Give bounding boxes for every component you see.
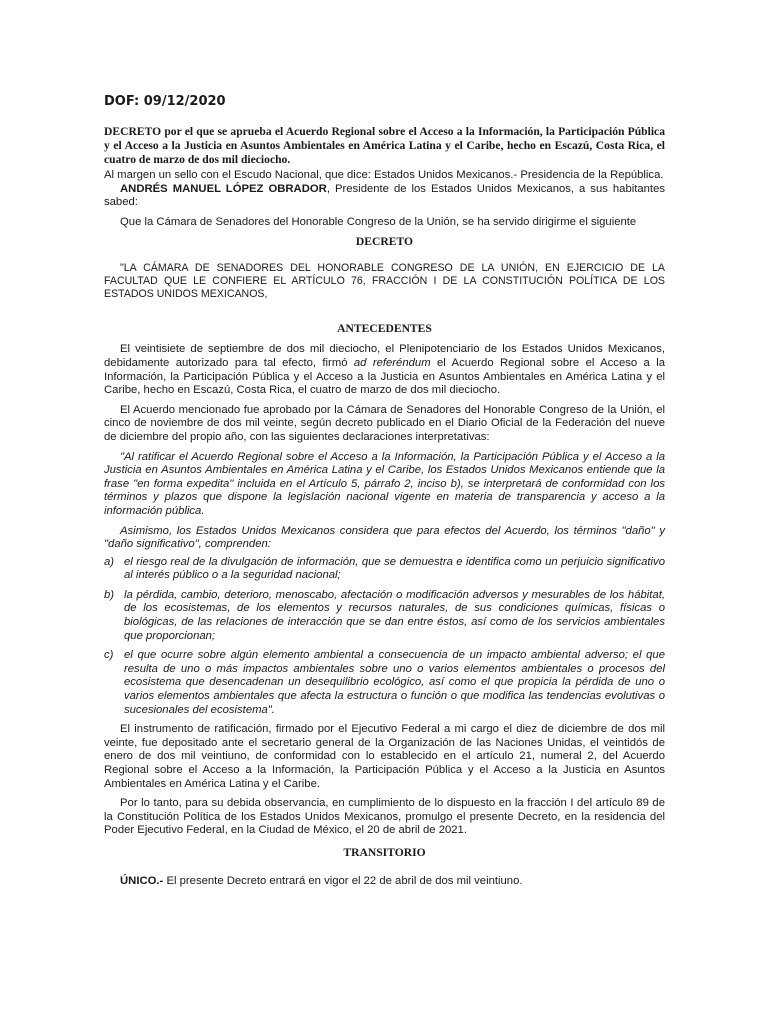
antecedentes-paragraph-4: Por lo tanto, para su debida observancia, en cumplimiento de lo dispuesto en la fracción I del artículo 89 de la Constitución Política de los Estados Unidos Mexicanos, promulgo el presente Decreto, en la residencia del Poder Ejecutivo Federal, en la Ciudad de México, el 20 de abril de 2021.	[104, 797, 665, 837]
declaration-quote-1: "Al ratificar el Acuerdo Regional sobre el Acceso a la Información, la Participación Pública y el Acceso a la Justicia en Asuntos Ambientales en América Latina y el Caribe, los Estados Unidos Mexicanos entiende que la frase "en forma expedita" incluida en el Artículo 5, párrafo 2, inciso b), se interpretará de conformidad con los términos y plazos que dispone la legislación nacional vigente en materia de transparencia y acceso a la información pública.	[104, 450, 665, 517]
decree-title	[104, 125, 665, 167]
list-item-label: b)	[104, 588, 115, 601]
list-item-text: el que ocurre sobre algún elemento ambiental a consecuencia de un impacto ambiental adverso; el que resulta de uno o más impactos ambientales sobre uno o varios elementos ambientales o procesos del ecosistema que desencadenan un desequilibrio ecológico, así como el que propicia la pérdida de uno o varios elementos ambientales que afecta la estructura o función o que modifica las tendencias evolutivas o sucesionales del ecosistema".	[124, 649, 665, 716]
decreto-heading: DECRETO	[355, 235, 414, 249]
list-item	[104, 556, 665, 583]
president-paragraph	[104, 183, 665, 210]
decree-title-rest: por el que se aprueba el Acuerdo Regional sobre el Acceso a la Información, la Participación Pública y el Acceso a la Justicia en Asuntos Ambientales en América Latina y el Caribe, hecho en Escazú, Costa Rica, el cuatro de marzo de dos mil dieciocho.	[104, 125, 665, 166]
camara-paragraph: Que la Cámara de Senadores del Honorable Congreso de la Unión, se ha servido dirigirme el siguiente	[120, 215, 637, 228]
seal-paragraph: Al margen un sello con el Escudo Nacional, que dice: Estados Unidos Mexicanos.- Presidencia de la República.	[104, 169, 664, 181]
list-item	[104, 589, 665, 643]
unico-label: ÚNICO.-	[120, 874, 164, 887]
president-text: , Presidente de los Estados Unidos Mexicanos, a sus habitantes sabed:	[104, 182, 666, 209]
decreto-text: "LA CÁMARA DE SENADORES DEL HONORABLE CONGRESO DE LA UNIÓN, EN EJERCICIO DE LA FACULTAD QUE LE CONFIERE EL ARTÍCULO 76, FRACCIÓN I DE LA CONSTITUCIÓN POLÍTICA DE LOS ESTADOS UNIDOS MEXICANOS,	[104, 262, 665, 301]
transitorio-heading: TRANSITORIO	[343, 845, 426, 859]
antecedentes-paragraph-2: El Acuerdo mencionado fue aprobado por la Cámara de Senadores del Honorable Congreso de la Unión, el cinco de noviembre de dos mil veinte, según decreto publicado en el Diario Oficial de la Federación del nueve de diciembre del propio año, con las siguientes declaraciones interpretativas:	[104, 403, 665, 443]
transitorio-paragraph	[104, 875, 665, 889]
decree-title-lead: DECRETO	[104, 125, 162, 138]
document-body	[104, 94, 665, 889]
antecedentes-paragraph-1	[104, 343, 665, 397]
transitorio-text: El presente Decreto entrará en vigor el 22 de abril de dos mil veintiuno.	[163, 874, 523, 887]
paragraph-1-end: el Acuerdo Regional sobre el Acceso a la Información, la Participación Pública y el Acceso a la Justicia en Asuntos Ambientales en América Latina y el Caribe, hecho en Escazú, Costa Rica, el cuatro de marzo de dos mil dieciocho.	[104, 356, 665, 397]
list-item-label: c)	[104, 649, 114, 662]
list-item	[104, 649, 665, 717]
list-item-label: a)	[104, 555, 115, 568]
declaration-quote-2: Asimismo, los Estados Unidos Mexicanos considera que para efectos del Acuerdo, los términos "daño" y "daño significativo", comprenden:	[104, 524, 665, 551]
dof-date: DOF: 09/12/2020	[104, 94, 226, 109]
president-name: ANDRÉS MANUEL LÓPEZ OBRADOR	[120, 182, 327, 195]
list-item-text: el riesgo real de la divulgación de información, que se demuestra e identifica como un perjuicio significativo al interés público o a la seguridad nacional;	[124, 555, 665, 582]
ad-referendum: ad referéndum	[353, 356, 431, 369]
paragraph-1-start: El veintisiete de septiembre de dos mil dieciocho, el Plenipotenciario de los Estados Unidos Mexicanos, debidamente autorizado para tal efecto, firmó	[104, 343, 665, 369]
antecedentes-paragraph-3: El instrumento de ratificación, firmado por el Ejecutivo Federal a mi cargo el diez de diciembre de dos mil veinte, fue depositado ante el secretario general de la Organización de las Naciones Unidas, el veintidós de enero de dos mil veintiuno, de conformidad con lo establecido en el artículo 21, numeral 2, del Acuerdo Regional sobre el Acceso a la Información, la Participación Pública y el Acceso a la Justicia en Asuntos Ambientales en América Latina y el Caribe.	[104, 723, 665, 790]
antecedentes-heading: ANTECEDENTES	[337, 322, 432, 336]
list-item-text: la pérdida, cambio, deterioro, menoscabo, afectación o modificación adversos y mesurables de los hábitat, de los ecosistemas, de los elementos y recursos naturales, de sus condiciones químicas, físicas o biológicas, de las relaciones de interacción que se dan entre éstos, así como de los servicios ambientales que proporcionan;	[124, 588, 665, 642]
